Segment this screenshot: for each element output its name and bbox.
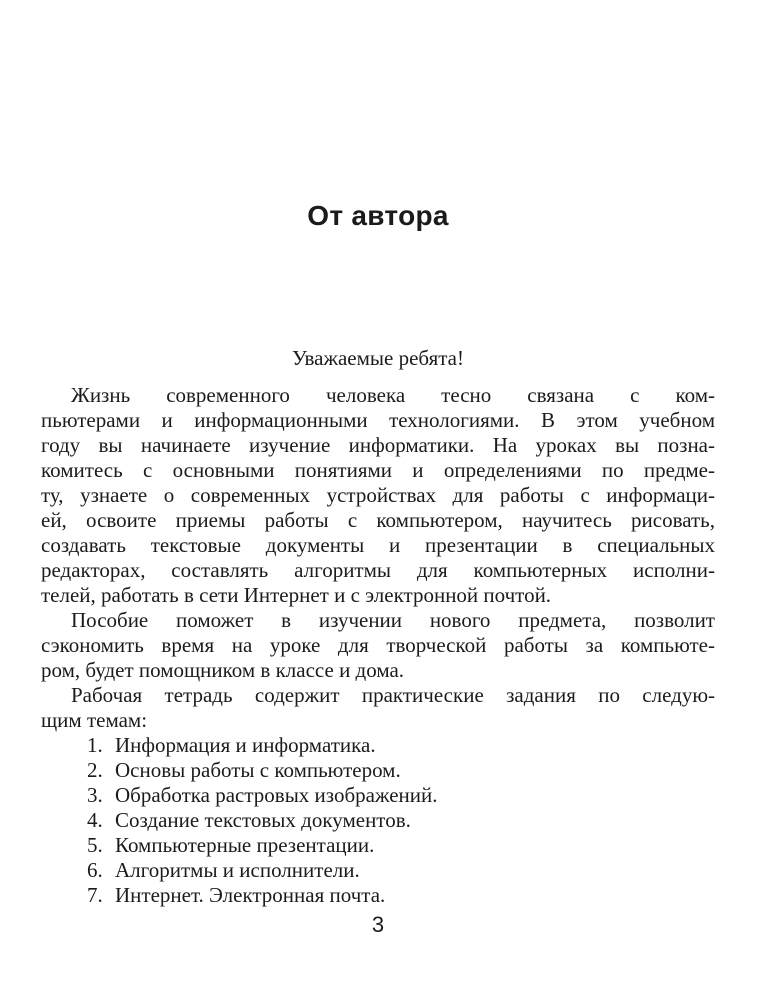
text-line: ей, освоите приемы работы с компьютером, научитесь рисовать, (41, 508, 715, 532)
text-line: редакторах, составлять алгоритмы для компьютерных исполни- (41, 558, 715, 582)
list-item (41, 858, 715, 883)
list-item-text: Алгоритмы и исполнители. (115, 858, 360, 882)
salutation: Уважаемые ребята! (292, 346, 464, 370)
text-line: комитесь с основными понятиями и определениями по предме- (41, 458, 715, 482)
list-item (41, 783, 715, 808)
topics-list (41, 733, 715, 908)
body-paragraph (41, 383, 715, 608)
page-number: 3 (371, 912, 385, 937)
text-line: Пособие поможет в изучении нового предмета, позволит (71, 608, 715, 632)
list-item (41, 883, 715, 908)
list-item-number: 4. (87, 808, 103, 832)
list-item-text: Интернет. Электронная почта. (115, 883, 386, 907)
text-line: ром, будет помощником в классе и дома. (41, 658, 405, 682)
text-line: ту, узнаете о современных устройствах для работы с информаци- (41, 483, 715, 507)
list-item-text: Основы работы с компьютером. (115, 758, 401, 782)
text-line: щим темам: (41, 708, 148, 732)
body-paragraph (41, 608, 715, 683)
list-item-number: 5. (87, 833, 103, 857)
list-item-number: 6. (87, 858, 103, 882)
body-text (41, 383, 715, 733)
body-paragraph (41, 683, 715, 733)
list-item (41, 808, 715, 833)
list-item (41, 733, 715, 758)
list-item-number: 7. (87, 883, 103, 907)
text-line: году вы начинаете изучение информатики. На уроках вы позна- (41, 433, 715, 457)
text-line: Жизнь современного человека тесно связана с ком- (71, 383, 715, 407)
list-item-number: 1. (87, 733, 103, 757)
page-title: От автора (307, 200, 449, 231)
list-item-text: Обработка растровых изображений. (115, 783, 438, 807)
text-line: пьютерами и информационными технологиями. В этом учебном (41, 408, 715, 432)
text-line: сэкономить время на уроке для творческой работы за компьюте- (41, 633, 715, 657)
list-item (41, 758, 715, 783)
list-item (41, 833, 715, 858)
text-line: создавать текстовые документы и презентации в специальных (41, 533, 715, 557)
list-item-text: Создание текстовых документов. (115, 808, 411, 832)
list-item-number: 3. (87, 783, 103, 807)
list-item-text: Компьютерные презентации. (115, 833, 375, 857)
text-block (41, 0, 715, 937)
text-line: Рабочая тетрадь содержит практические задания по следую- (71, 683, 715, 707)
list-item-text: Информация и информатика. (115, 733, 376, 757)
list-item-number: 2. (87, 758, 103, 782)
text-line: телей, работать в сети Интернет и с электронной почтой. (41, 583, 552, 607)
